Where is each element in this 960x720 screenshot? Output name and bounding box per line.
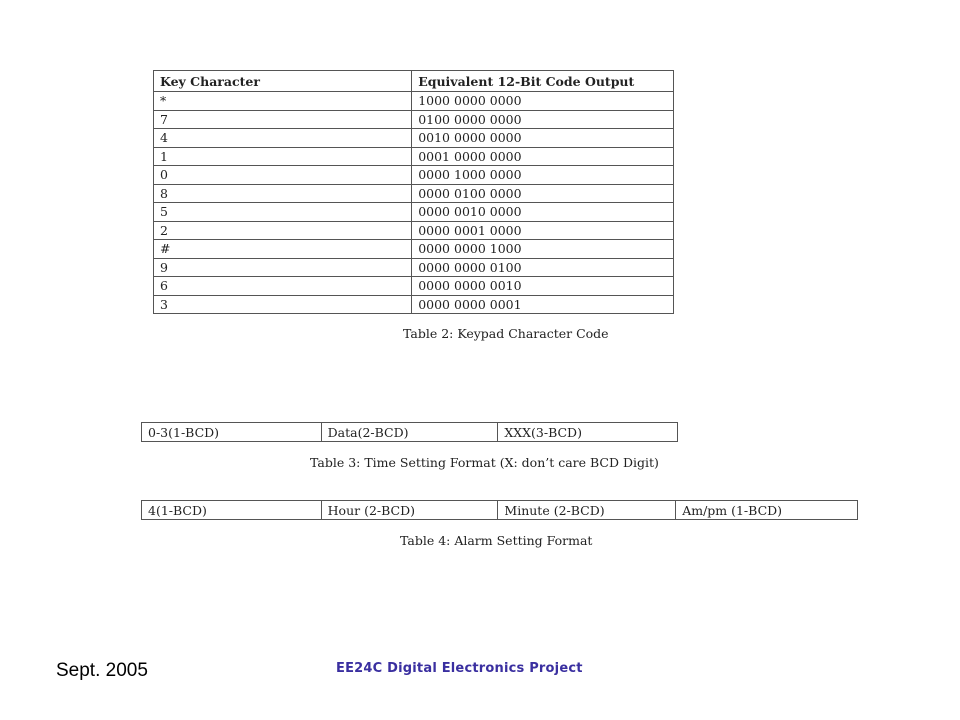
code-output-cell: 0000 0000 0010 [412,277,674,296]
footer-title: EE24C Digital Electronics Project [336,661,583,676]
code-output-cell: 0000 0001 0000 [412,221,674,240]
table2-caption: Table 2: Keypad Character Code [403,326,609,341]
key-character-cell: 9 [154,258,412,277]
code-output-cell: 0000 0000 0001 [412,295,674,314]
table-row [154,221,674,240]
table-row [154,147,674,166]
table-row [154,166,674,185]
format-cell-dont-care: XXX(3-BCD) [498,423,678,442]
key-character-cell: 4 [154,129,412,148]
header-code-output: Equivalent 12-Bit Code Output [412,71,674,92]
code-output-cell: 0001 0000 0000 [412,147,674,166]
format-cell-mode: 0-3(1-BCD) [142,423,322,442]
code-output-cell: 0000 1000 0000 [412,166,674,185]
keypad-code-table [153,70,674,314]
header-key-character: Key Character [154,71,412,92]
code-output-cell: 0010 0000 0000 [412,129,674,148]
format-cell-hour: Hour (2-BCD) [321,501,498,520]
table-row [154,129,674,148]
key-character-cell: 6 [154,277,412,296]
key-character-cell: 5 [154,203,412,222]
key-character-cell: 2 [154,221,412,240]
code-output-cell: 0000 0000 0100 [412,258,674,277]
key-character-cell: * [154,92,412,111]
table-header-row [154,71,674,92]
alarm-setting-format-table [141,500,858,520]
key-character-cell: 8 [154,184,412,203]
table-row [142,501,858,520]
format-cell-ampm: Am/pm (1-BCD) [676,501,858,520]
format-cell-mode: 4(1-BCD) [142,501,322,520]
footer-date: Sept. 2005 [56,660,148,681]
table4-caption: Table 4: Alarm Setting Format [400,533,593,548]
code-output-cell: 0100 0000 0000 [412,110,674,129]
key-character-cell: # [154,240,412,259]
format-cell-data: Data(2-BCD) [321,423,498,442]
key-character-cell: 7 [154,110,412,129]
code-output-cell: 0000 0010 0000 [412,203,674,222]
table-row [154,240,674,259]
table-row [154,203,674,222]
format-cell-minute: Minute (2-BCD) [498,501,676,520]
key-character-cell: 1 [154,147,412,166]
table-row [154,184,674,203]
table-row [154,110,674,129]
table-row [154,258,674,277]
key-character-cell: 0 [154,166,412,185]
table-row [154,277,674,296]
key-character-cell: 3 [154,295,412,314]
table-row [142,423,678,442]
table-row [154,295,674,314]
table-row [154,92,674,111]
code-output-cell: 1000 0000 0000 [412,92,674,111]
code-output-cell: 0000 0100 0000 [412,184,674,203]
code-output-cell: 0000 0000 1000 [412,240,674,259]
table3-caption: Table 3: Time Setting Format (X: don’t care BCD Digit) [310,455,659,470]
time-setting-format-table [141,422,678,442]
